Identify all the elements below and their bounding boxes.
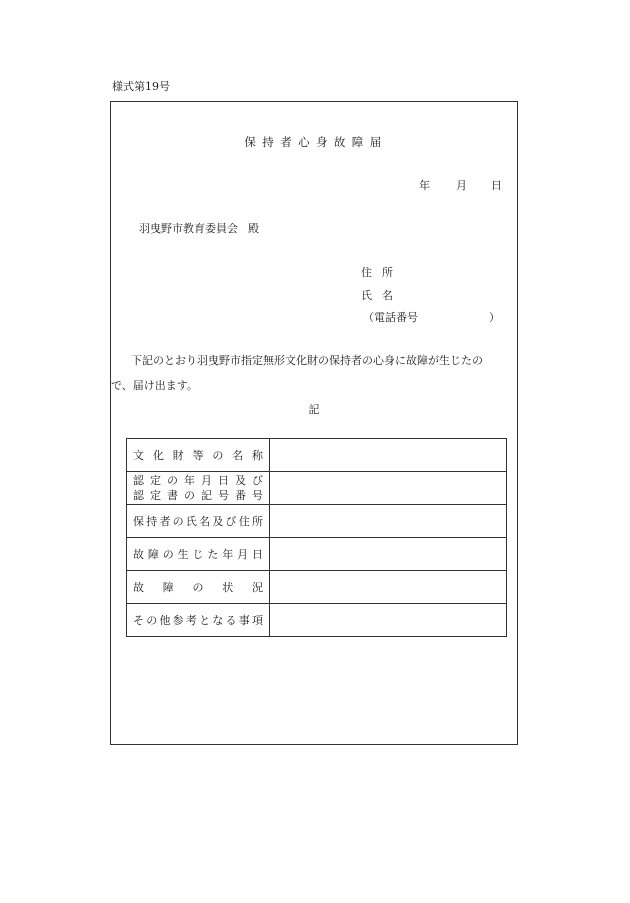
ki-heading: 記 [308, 403, 320, 416]
row-label [127, 472, 270, 505]
form-title: 保持者心身故障届 [244, 135, 388, 149]
address-label-char-2: 所 [382, 266, 393, 279]
row-value-field[interactable] [270, 472, 507, 505]
row-label-line: 故障の生じた年月日 [133, 547, 263, 561]
row-value-field[interactable] [270, 439, 507, 472]
date-year-label: 年 [419, 179, 430, 192]
row-label [127, 439, 270, 472]
row-label-line: 故障の状況 [133, 580, 263, 594]
table-row [127, 439, 507, 472]
row-label-line: 認定の年月日及び [133, 474, 263, 487]
row-label [127, 505, 270, 538]
form-number: 様式第19号 [112, 80, 170, 93]
name-label-char-2: 名 [382, 289, 393, 302]
row-value-field[interactable] [270, 505, 507, 538]
row-label-line: その他参考となる事項 [133, 613, 263, 627]
address-label-char-1: 住 [361, 266, 372, 279]
date-month-label: 月 [456, 179, 467, 192]
date-day-label: 日 [491, 179, 502, 192]
addressee [139, 222, 259, 236]
table-row [127, 472, 507, 505]
row-label [127, 538, 270, 571]
row-value-field[interactable] [270, 571, 507, 604]
applicant-phone-close: ） [489, 311, 500, 324]
form-frame [110, 101, 518, 745]
table-row [127, 571, 507, 604]
applicant-address-label [361, 266, 393, 280]
row-label-line: 認定書の記号番号 [133, 489, 263, 502]
addressee-name: 羽曳野市教育委員会 [139, 222, 238, 235]
addressee-honorific: 殿 [248, 222, 259, 235]
applicant-phone-label: （電話番号 [363, 311, 418, 324]
table-row [127, 604, 507, 637]
row-label [127, 571, 270, 604]
applicant-name-label [361, 289, 393, 303]
row-label-line: 文化財等の名称 [133, 448, 263, 462]
row-label [127, 604, 270, 637]
name-label-char-1: 氏 [361, 289, 372, 302]
body-text [111, 354, 517, 393]
table-row [127, 538, 507, 571]
table-row [127, 505, 507, 538]
row-value-field[interactable] [270, 538, 507, 571]
row-label-line: 保持者の氏名及び住所 [133, 514, 263, 528]
body-line-1: 下記のとおり羽曳野市指定無形文化財の保持者の心身に故障が生じたの [131, 354, 483, 367]
row-value-field[interactable] [270, 604, 507, 637]
detail-table [126, 438, 507, 637]
body-line-2: で、届け出ます。 [111, 379, 198, 392]
